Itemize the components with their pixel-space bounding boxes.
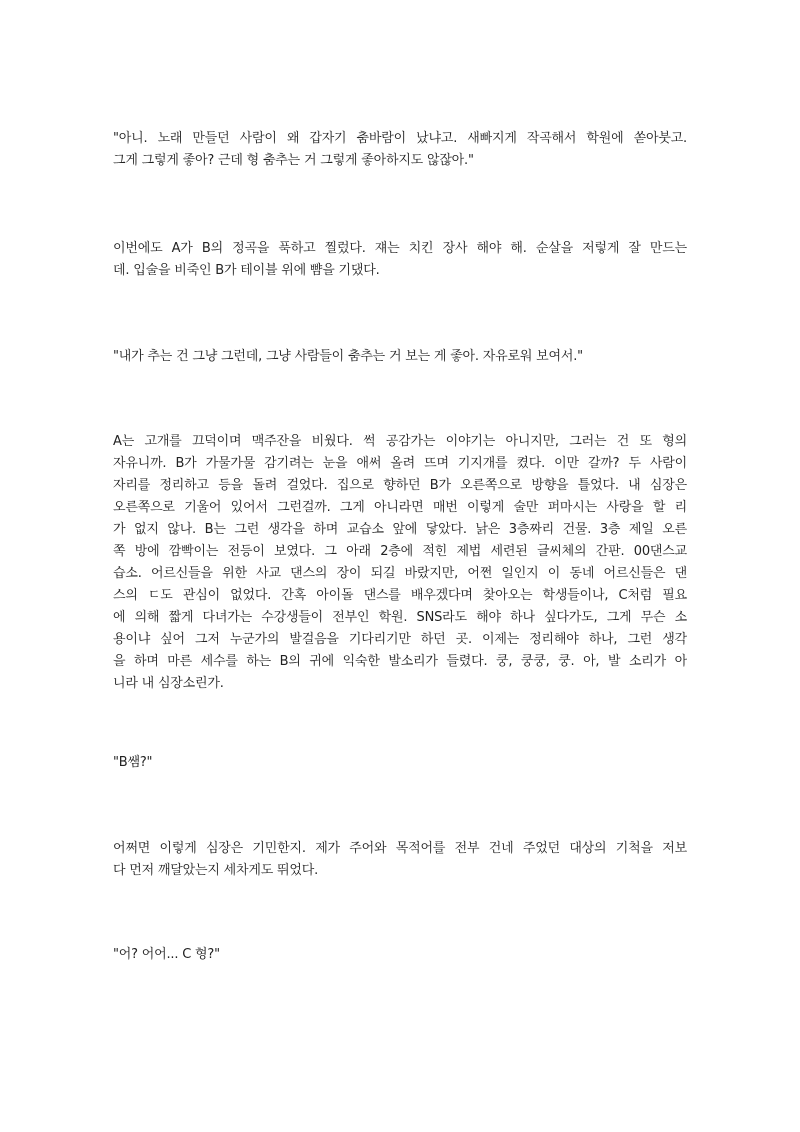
text-line: 오른쪽으로 기울어 있어서 그런걸까. 그게 아니라면 매번 이렇게 술만 퍼마시는 사랑을 할 리 [113,500,687,515]
text-line: 습소. 어르신들을 위한 사교 댄스의 장이 되길 바랐지만, 어쩐 일인지 이 동네 어르신들은 댄 [113,566,687,581]
dialogue-paragraph-1 [113,128,687,172]
text-line: 다 먼저 깨달았는지 세차게도 뛰었다. [113,863,319,878]
text-line: 용이냐 싶어 그저 누군가의 발걸음을 기다리기만 하던 곳. 이제는 정리해야 하나, 그런 생각 [113,632,687,647]
text-line: 이번에도 A가 B의 정곡을 푹하고 찔렀다. 쟤는 치킨 장사 해야 해. 순살을 저렇게 잘 만드는 [113,241,687,256]
text-line: "아니. 노래 만들던 사람이 왜 갑자기 춤바람이 났냐고. 새빠지게 작곡해서 학원에 쏟아붓고. [113,131,687,146]
narration-paragraph-1 [113,238,687,282]
text-line: "어? 어어... C 형?" [113,947,220,962]
text-line: 어쩌면 이렇게 심장은 기민한지. 제가 주어와 목적어를 전부 건네 주었던 대상의 기척을 저보 [113,841,687,856]
text-line: 그게 그렇게 좋아? 근데 형 춤추는 거 그렇게 좋아하지도 않잖아." [113,153,474,168]
text-line: 을 하며 마른 세수를 하는 B의 귀에 익숙한 발소리가 들렸다. 쿵, 쿵쿵, 쿵. 아, 발 소리가 아 [113,654,687,669]
text-line: 스의 ㄷ도 관심이 없었다. 간혹 아이돌 댄스를 배우겠다며 찾아오는 학생들이나, C처럼 필요 [113,588,687,603]
text-line: "내가 추는 건 그냥 그런데, 그냥 사람들이 춤추는 거 보는 게 좋아. 자유로워 보여서." [113,349,583,364]
text-line: 니라 내 심장소린가. [113,676,224,691]
text-line: 데. 입술을 비죽인 B가 테이블 위에 뺨을 기댔다. [113,263,380,278]
text-line: 쪽 방에 깜빡이는 전등이 보였다. 그 아래 2층에 적힌 제법 세련된 글씨체의 간판. 00댄스교 [113,544,687,559]
text-line: "B쌤?" [113,755,153,770]
text-line: 에 의해 짧게 다녀가는 수강생들이 전부인 학원. SNS라도 해야 하나 싶다가도, 그게 무슨 소 [113,610,687,625]
narration-paragraph-2 [113,431,687,695]
dialogue-paragraph-2 [113,346,687,368]
text-line: 자리를 정리하고 등을 돌려 걸었다. 집으로 향하던 B가 오른쪽으로 방향을 틀었다. 내 심장은 [113,478,687,493]
dialogue-paragraph-4 [113,944,687,966]
text-line: A는 고개를 끄덕이며 맥주잔을 비웠다. 썩 공감가는 이야기는 아니지만, 그러는 건 또 형의 [113,434,687,449]
narration-paragraph-3 [113,838,687,882]
text-line: 자유니까. B가 가물가물 감기려는 눈을 애써 올려 뜨며 기지개를 켰다. 이만 갈까? 두 사람이 [113,456,687,471]
text-line: 가 없지 않나. B는 그런 생각을 하며 교습소 앞에 닿았다. 낡은 3층짜리 건물. 3층 제일 오른 [113,522,687,537]
dialogue-paragraph-3 [113,752,687,774]
